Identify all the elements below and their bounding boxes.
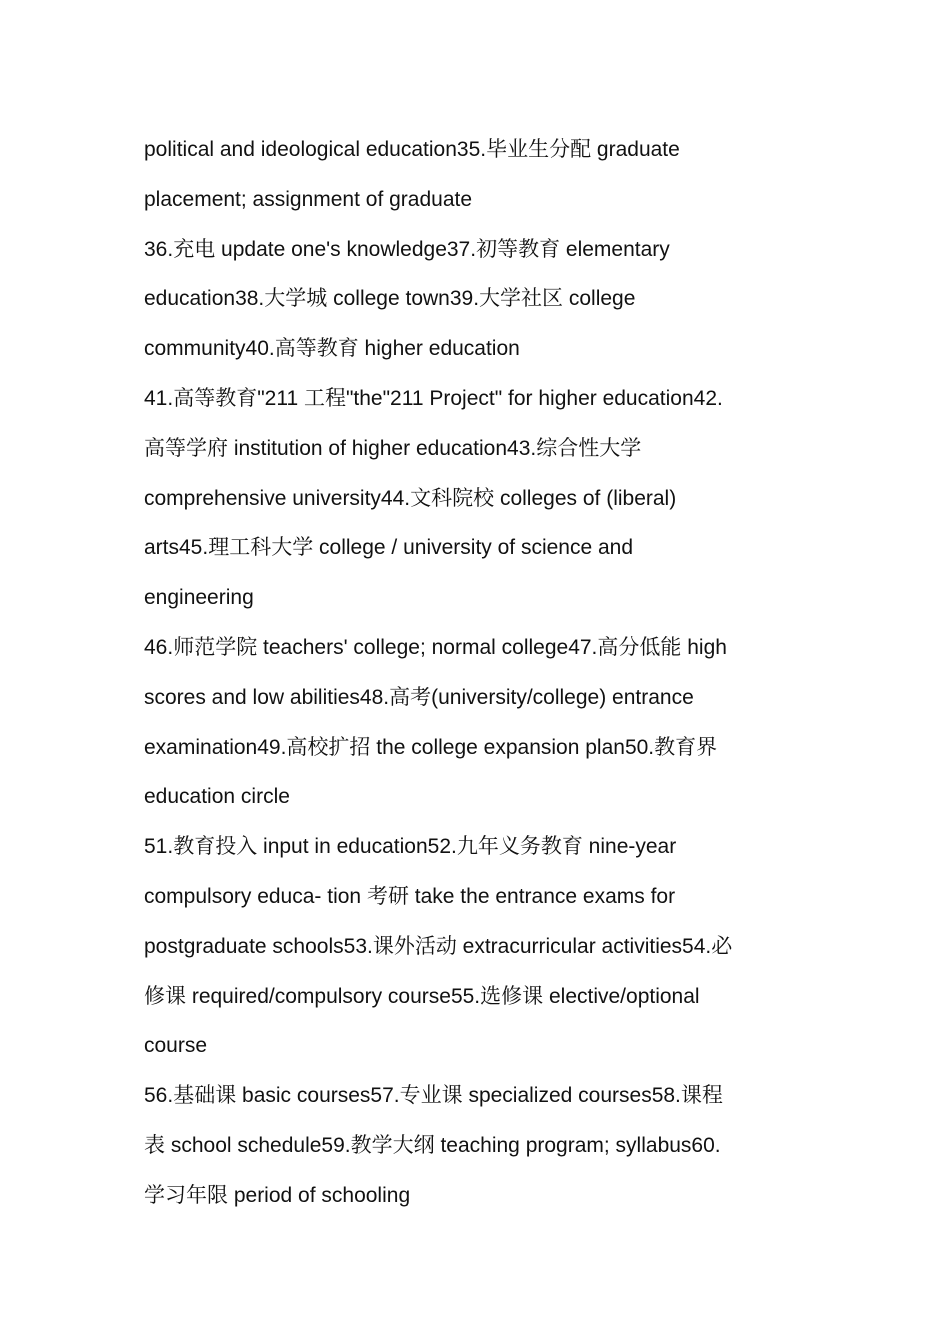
text-line: education circle — [144, 785, 290, 809]
text-line: 高等学府 institution of higher education43.综合性大学 — [144, 436, 642, 460]
glossary-text — [144, 125, 824, 1221]
text-line: 36.充电 update one's knowledge37.初等教育 elementary — [144, 237, 670, 261]
text-line: 学习年限 period of schooling — [144, 1183, 411, 1207]
text-line: community40.高等教育 higher education — [144, 337, 520, 361]
text-line: political and ideological education35.毕业生分配 graduate — [144, 138, 680, 161]
text-line: course — [144, 1034, 208, 1058]
text-line: examination49.高校扩招 the college expansion plan50.教育界 — [144, 735, 718, 759]
text-line: 56.基础课 basic courses57.专业课 specialized courses58.课程 — [144, 1084, 723, 1108]
text-line: 修课 required/compulsory course55.选修课 elective/optional — [144, 984, 700, 1008]
text-line: arts45.理工科大学 college / university of science and — [144, 536, 634, 560]
text-line: 表 school schedule59.教学大纲 teaching program; syllabus60. — [144, 1133, 721, 1157]
text-line: 46.师范学院 teachers' college; normal college47.高分低能 high — [144, 635, 727, 659]
text-line: education38.大学城 college town39.大学社区 college — [144, 287, 636, 311]
text-line: scores and low abilities48.高考(university/college) entrance — [144, 685, 694, 709]
text-line: compulsory educa- tion 考研 take the entrance exams for — [144, 884, 676, 908]
text-line: placement; assignment of graduate — [144, 187, 473, 211]
text-line: 51.教育投入 input in education52.九年义务教育 nine-year — [144, 835, 677, 859]
text-line: engineering — [144, 586, 254, 610]
text-line: comprehensive university44.文科院校 colleges of (liberal) — [144, 486, 677, 510]
text-line: 41.高等教育"211 工程"the"211 Project" for higher education42. — [144, 386, 723, 410]
text-line: postgraduate schools53.课外活动 extracurricular activities54.必 — [144, 934, 733, 958]
